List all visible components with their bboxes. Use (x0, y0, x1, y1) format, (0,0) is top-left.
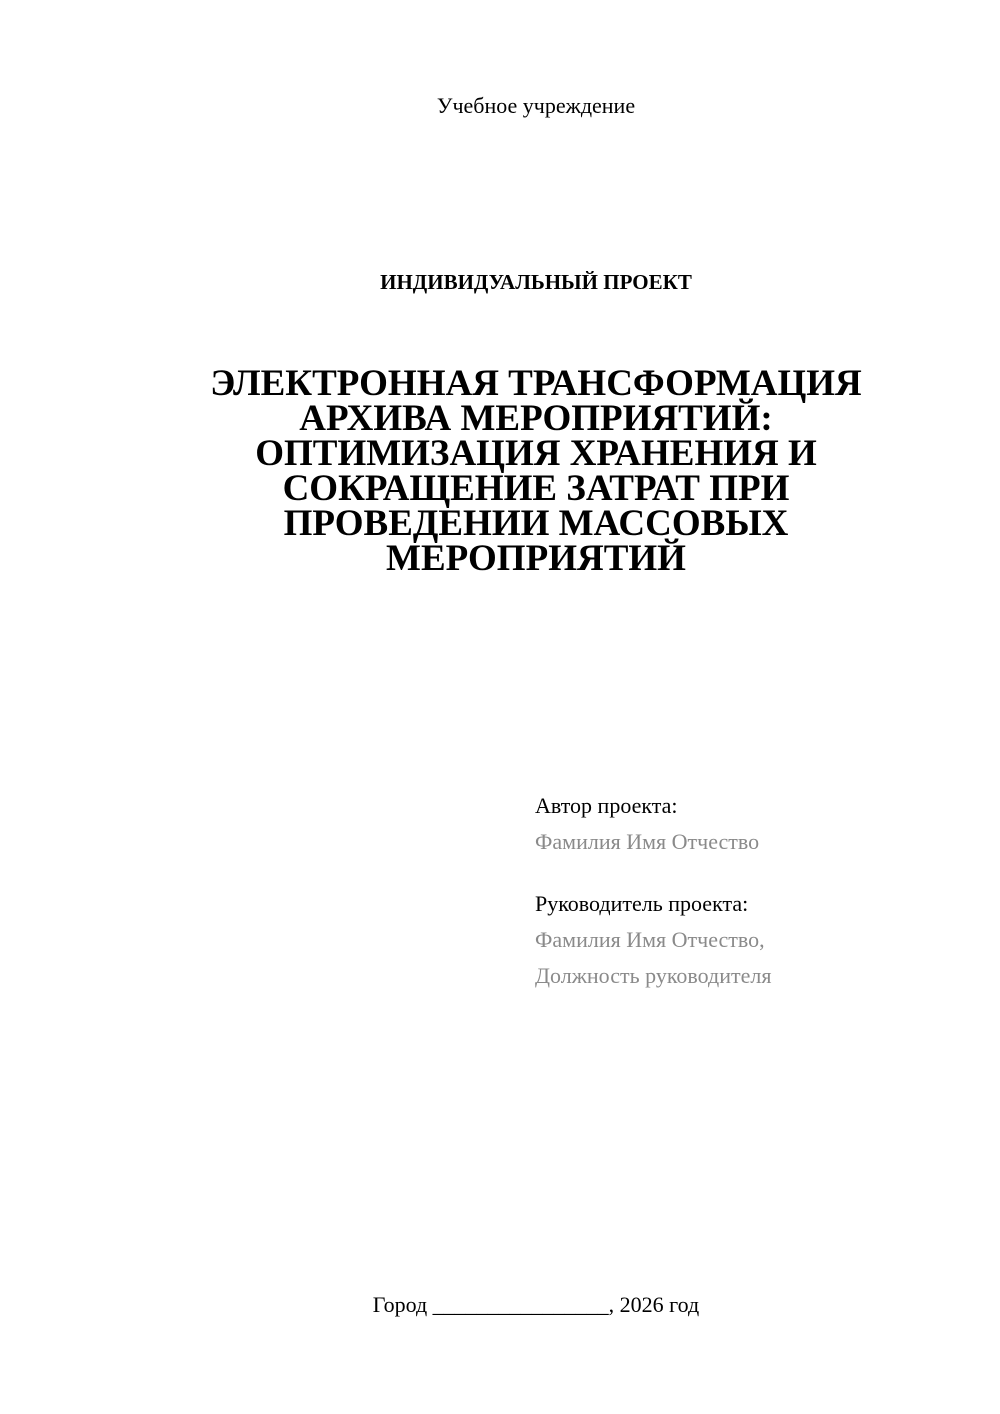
title-line: ПРОВЕДЕНИИ МАССОВЫХ (283, 503, 789, 544)
supervisor-label: Руководитель проекта: (535, 891, 749, 916)
author-label: Автор проекта: (535, 793, 678, 818)
supervisor-name-placeholder: Фамилия Имя Отчество, (535, 927, 765, 952)
title-line: ЭЛЕКТРОННАЯ ТРАНСФОРМАЦИЯ (210, 363, 862, 404)
institution-name: Учебное учреждение (436, 93, 636, 118)
project-people (535, 788, 975, 994)
title-line: АРХИВА МЕРОПРИЯТИЙ: (299, 398, 773, 439)
project-type-heading: ИНДИВИДУАЛЬНЫЙ ПРОЕКТ (380, 270, 692, 294)
title-line: ОПТИМИЗАЦИЯ ХРАНЕНИЯ И (255, 433, 817, 474)
section-spacer (535, 860, 975, 886)
supervisor-position-placeholder: Должность руководителя (535, 963, 772, 988)
title-line: МЕРОПРИЯТИЙ (386, 538, 686, 579)
author-name-placeholder: Фамилия Имя Отчество (535, 829, 760, 854)
city-year-line: Город ________________, 2026 год (372, 1292, 700, 1317)
title-line: СОКРАЩЕНИЕ ЗАТРАТ ПРИ (282, 468, 790, 509)
project-title (170, 363, 902, 579)
